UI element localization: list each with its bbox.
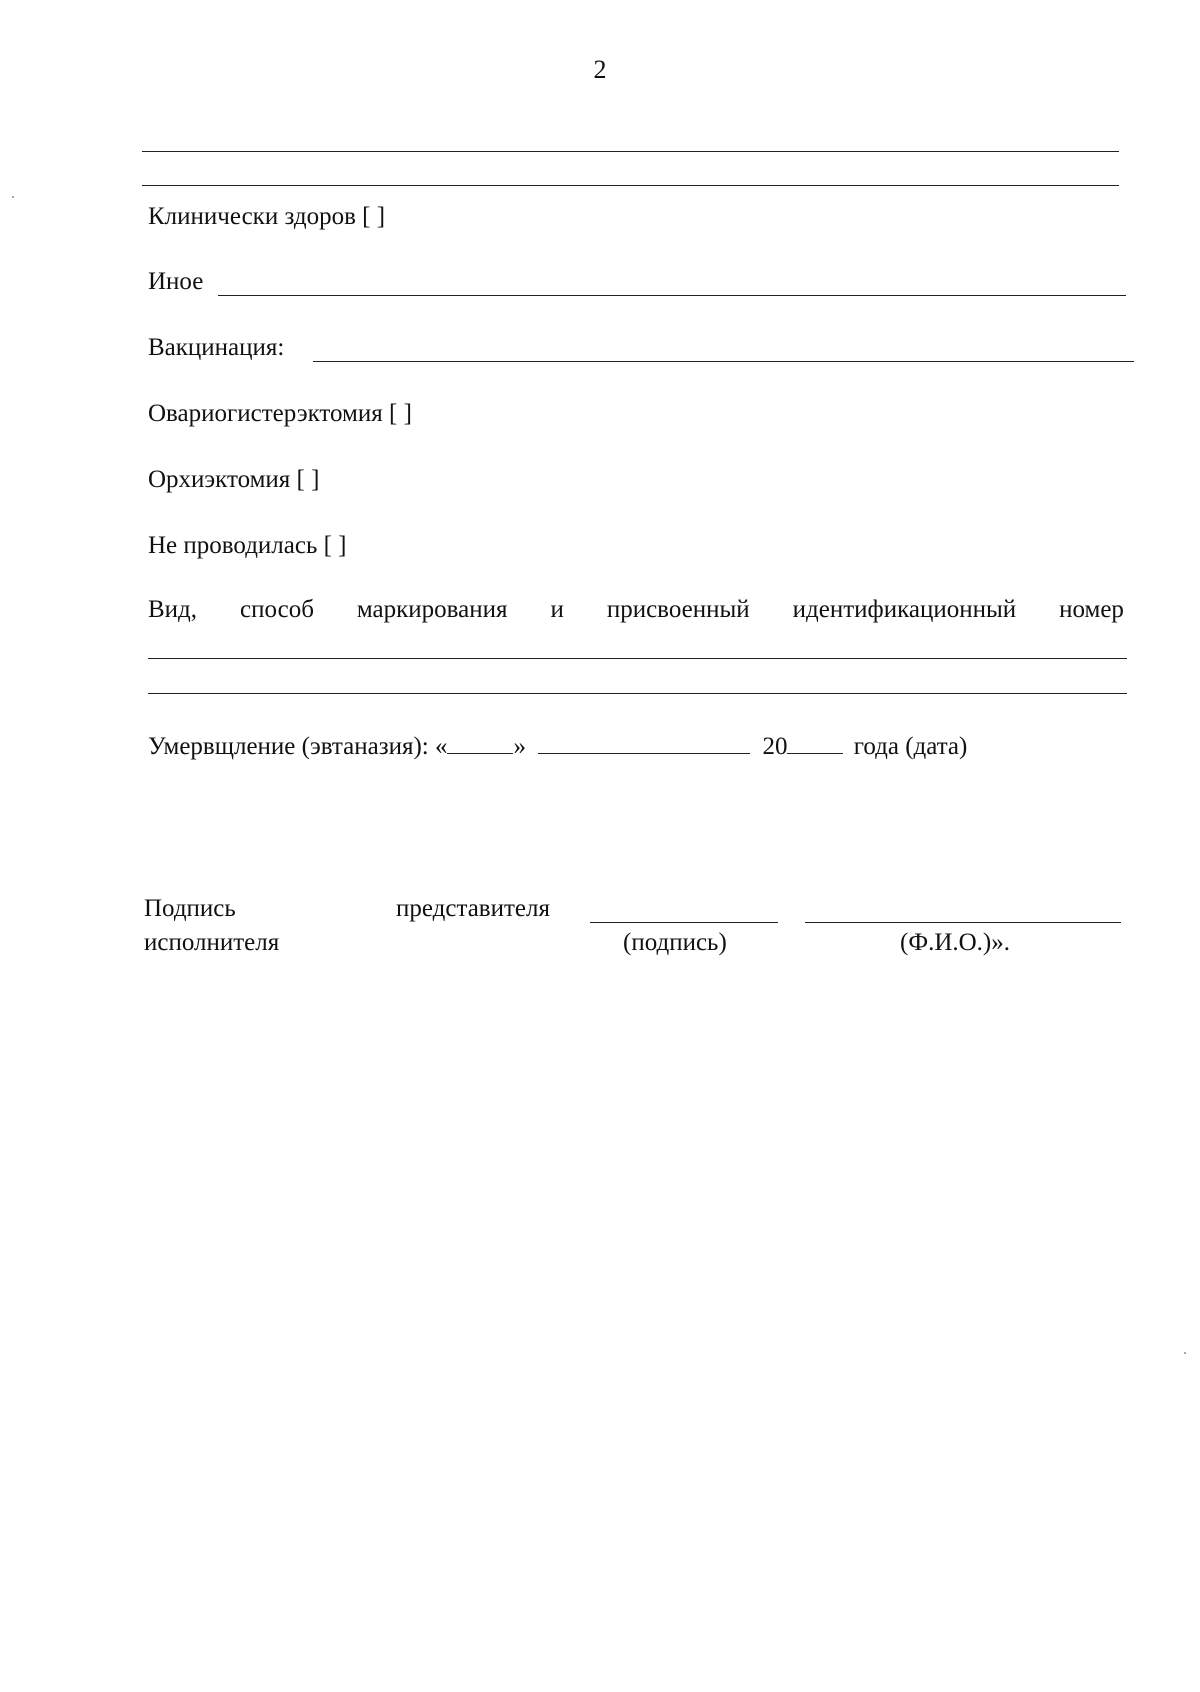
scan-speck <box>1184 1352 1186 1354</box>
clinically-healthy-checkbox[interactable]: Клинически здоров [ ] <box>148 203 386 230</box>
signature-caption: (подпись) <box>623 929 727 956</box>
other-field[interactable] <box>218 295 1126 296</box>
marking-label <box>148 595 1124 625</box>
signature-label-line2: исполнителя <box>144 929 280 956</box>
marking-word: и <box>550 596 564 623</box>
euthanasia-row <box>148 731 967 762</box>
marking-word: номер <box>1059 596 1124 623</box>
vaccination-label: Вакцинация: <box>148 334 285 361</box>
not-performed-checkbox[interactable]: Не проводилась [ ] <box>148 532 347 559</box>
euthanasia-year-field[interactable] <box>787 731 843 754</box>
full-name-field[interactable] <box>805 922 1121 923</box>
marking-word: присвоенный <box>606 596 750 623</box>
marking-field-2[interactable] <box>148 693 1127 694</box>
representative-label: представителя <box>396 895 550 922</box>
signature-label-line1: Подпись <box>144 895 236 922</box>
full-name-caption: (Ф.И.О.)». <box>900 929 1011 956</box>
marking-word: идентификационный <box>792 596 1017 623</box>
marking-word: способ <box>240 596 314 623</box>
marking-field-1[interactable] <box>148 658 1127 659</box>
orchiectomy-checkbox[interactable]: Орхиэктомия [ ] <box>148 466 320 493</box>
marking-word: маркирования <box>356 596 508 623</box>
blank-line-1 <box>142 151 1119 152</box>
scan-speck <box>12 196 14 198</box>
euthanasia-day-field[interactable] <box>447 731 513 754</box>
other-label: Иное <box>148 268 204 295</box>
page-number: 2 <box>593 55 607 84</box>
euthanasia-label: Умервщление (эвтаназия): « <box>148 733 448 760</box>
vaccination-field[interactable] <box>313 361 1134 362</box>
euthanasia-quote-close: » <box>513 733 526 760</box>
euthanasia-year-prefix: 20 <box>762 733 788 760</box>
blank-line-2 <box>142 185 1119 186</box>
signature-field[interactable] <box>590 922 778 923</box>
ovariohysterectomy-checkbox[interactable]: Овариогистерэктомия [ ] <box>148 400 412 427</box>
euthanasia-month-field[interactable] <box>538 731 750 754</box>
marking-word: Вид, <box>148 596 198 623</box>
euthanasia-suffix: года (дата) <box>853 733 968 760</box>
